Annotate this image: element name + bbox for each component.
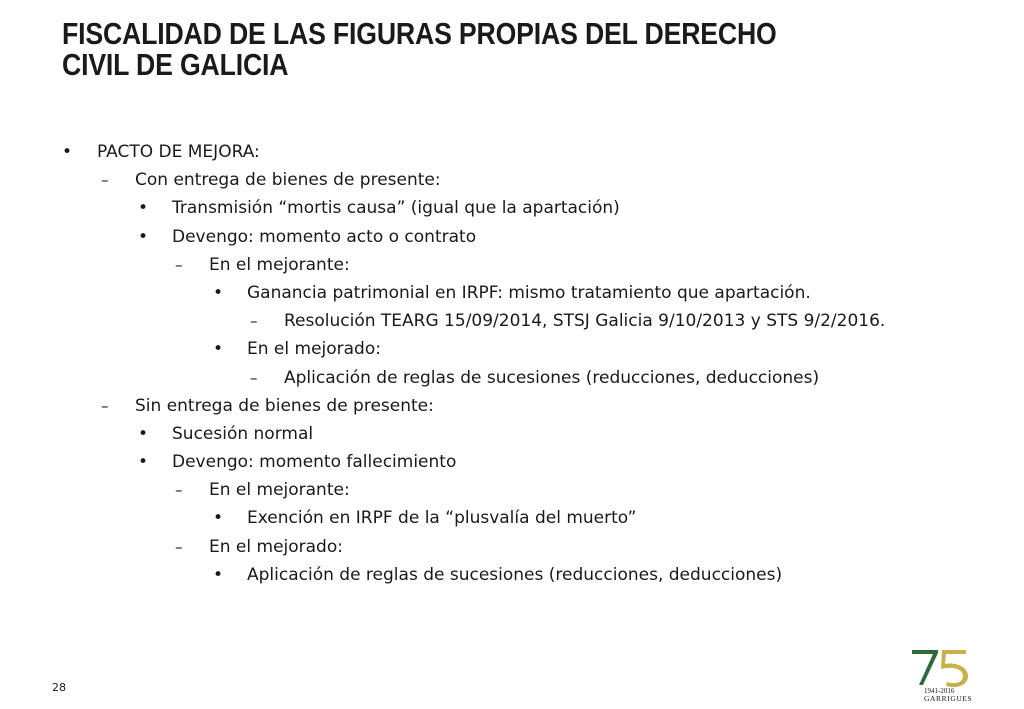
bullet-item-level-4 [0,476,1024,504]
bullet-item-level-5 [0,504,1024,532]
dot-bullet-icon: • [213,564,224,585]
dot-bullet-icon: • [213,282,224,303]
bullet-item-level-4 [0,533,1024,561]
bullet-text: Transmisión “mortis causa” (igual que la apartación) [172,198,620,219]
dash-bullet-icon: – [250,368,258,387]
slide-title [62,18,836,80]
bullet-item-level-2 [0,166,1024,194]
slide-title-line-2: CIVIL DE GALICIA [62,47,289,82]
bullet-text: Con entrega de bienes de presente: [135,170,441,191]
bullet-item-level-3 [0,194,1024,222]
bullet-text: Sin entrega de bienes de presente: [135,395,434,416]
slide-title-line-1: FISCALIDAD DE LAS FIGURAS PROPIAS DEL DERECHO [62,16,777,51]
logo-five-glyph [941,650,968,687]
dash-bullet-icon: – [101,396,109,415]
bullet-text: En el mejorante: [209,254,350,275]
garrigues-75-anniversary-logo [908,645,978,703]
bullet-text: Ganancia patrimonial en IRPF: mismo tratamiento que apartación. [247,282,811,303]
bullet-text: Resolución TEARG 15/09/2014, STSJ Galicia 9/10/2013 y STS 9/2/2016. [284,311,886,332]
bullet-item-level-5 [0,335,1024,363]
dot-bullet-icon: • [138,423,149,444]
dot-bullet-icon: • [213,508,224,529]
bullet-item-level-1 [0,138,1024,166]
dash-bullet-icon: – [101,171,109,190]
bullet-text: Exención en IRPF de la “plusvalía del muerto” [247,508,637,529]
dash-bullet-icon: – [175,537,183,556]
logo-seven-glyph [912,650,938,685]
dot-bullet-icon: • [213,339,224,360]
bullet-item-level-3 [0,223,1024,251]
bullet-text: Devengo: momento acto o contrato [172,226,477,247]
bullet-text: Aplicación de reglas de sucesiones (reducciones, deducciones) [247,564,783,585]
bullet-item-level-6 [0,307,1024,335]
logo-years-text: 1941-2016 [924,687,955,695]
bullet-text: Devengo: momento fallecimiento [172,452,457,473]
bullet-text: Sucesión normal [172,423,314,444]
dot-bullet-icon: • [62,142,73,162]
bullet-text: En el mejorado: [247,339,381,360]
bullet-item-level-2 [0,392,1024,420]
dot-bullet-icon: • [138,452,149,473]
page-number: 28 [52,681,66,694]
bullet-item-level-6 [0,364,1024,392]
bullet-text: Aplicación de reglas de sucesiones (reducciones, deducciones) [284,367,820,388]
bullet-text: PACTO DE MEJORA: [97,142,260,162]
bullet-item-level-4 [0,251,1024,279]
bullet-text: En el mejorante: [209,480,350,501]
bullet-item-level-5 [0,561,1024,589]
dash-bullet-icon: – [250,312,258,331]
bullet-item-level-3 [0,420,1024,448]
dot-bullet-icon: • [138,198,149,219]
bullet-item-level-5 [0,279,1024,307]
logo-brand-text: GARRIGUES [924,694,973,703]
bullet-item-level-3 [0,448,1024,476]
bullet-list [0,138,1024,589]
bullet-text: En el mejorado: [209,536,343,557]
dot-bullet-icon: • [138,226,149,247]
dash-bullet-icon: – [175,481,183,500]
dash-bullet-icon: – [175,255,183,274]
